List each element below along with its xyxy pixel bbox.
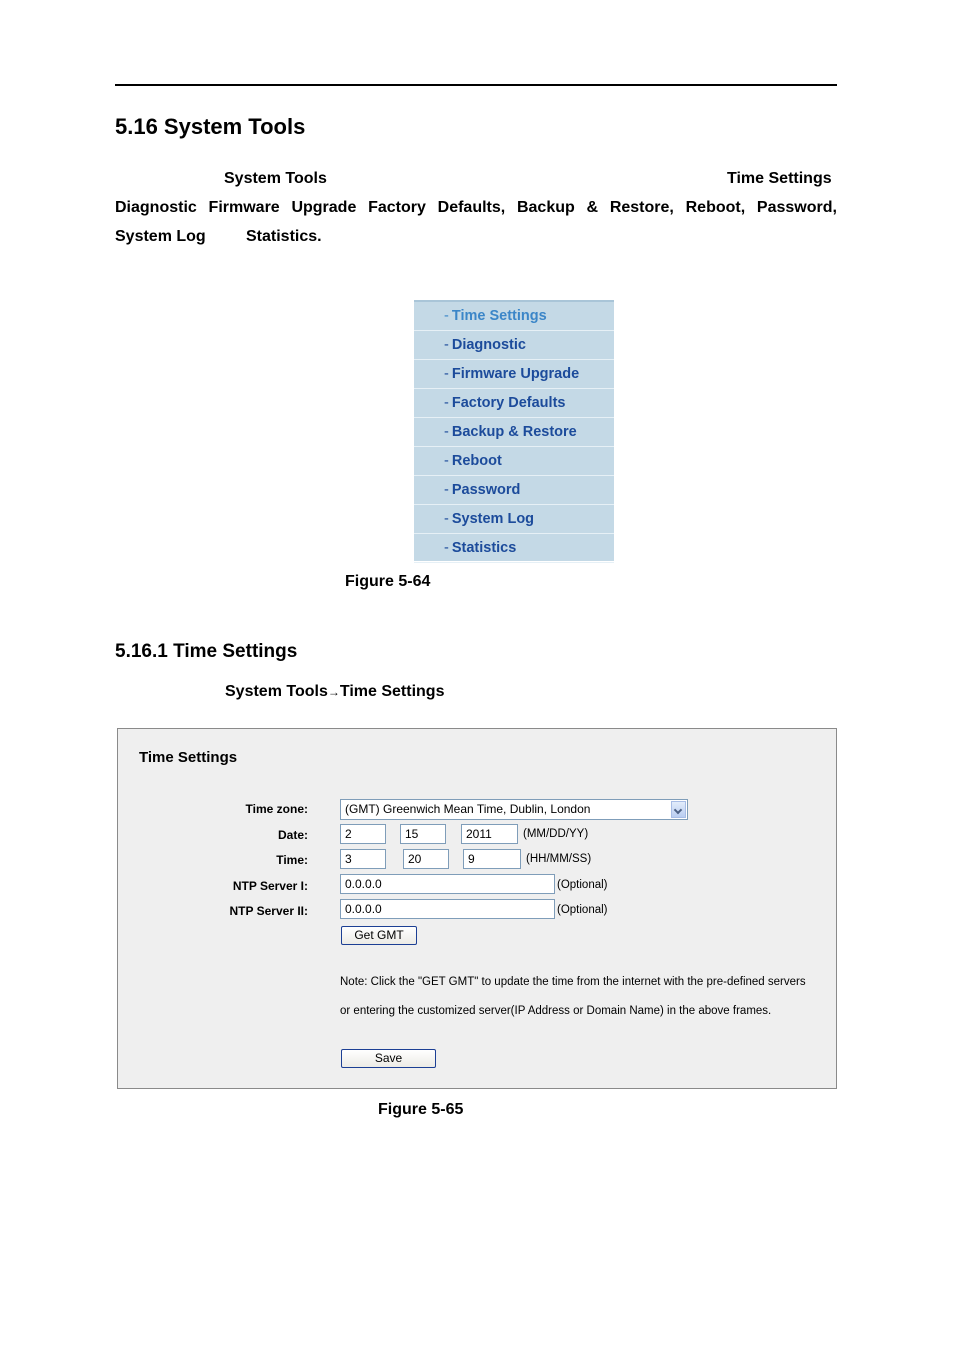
figure-caption-5-64: Figure 5-64 (345, 573, 431, 590)
section-title: 5.16 System Tools (115, 114, 306, 139)
intro-row-tools-list (115, 199, 837, 217)
chevron-down-icon[interactable] (671, 801, 686, 818)
time-label: Time: (276, 853, 308, 867)
ntp-server-2-label: NTP Server II: (229, 904, 308, 918)
ntp-server-1-label: NTP Server I: (232, 879, 308, 893)
menu-item-time-settings[interactable]: - Time Settings (414, 302, 614, 331)
date-format-hint: (MM/DD/YY) (523, 828, 589, 840)
get-gmt-button[interactable]: Get GMT (341, 926, 417, 945)
header-rule (115, 84, 837, 86)
menu-item-reboot[interactable]: - Reboot (414, 447, 614, 476)
time-hour-input[interactable]: 3 (340, 849, 386, 869)
intro-word: Upgrade (291, 199, 357, 216)
ntp-server-1-input[interactable]: 0.0.0.0 (340, 874, 555, 894)
subsection-title: 5.16.1 Time Settings (115, 641, 298, 662)
intro-system-tools: System Tools (224, 170, 327, 187)
menu-item-diagnostic[interactable]: - Diagnostic (414, 331, 614, 360)
intro-statistics: Statistics. (246, 228, 322, 245)
menu-item-system-log[interactable]: - System Log (414, 505, 614, 534)
timezone-label: Time zone: (245, 802, 308, 816)
menu-item-firmware-upgrade[interactable]: - Firmware Upgrade (414, 360, 614, 389)
intro-word: & (586, 199, 599, 216)
menu-item-statistics[interactable]: - Statistics (414, 534, 614, 563)
intro-time-settings: Time Settings (727, 170, 832, 187)
intro-word: Diagnostic (115, 199, 197, 216)
menu-item-backup-restore[interactable]: - Backup & Restore (414, 418, 614, 447)
panel-title: Time Settings (139, 749, 238, 766)
note-line-1: Note: Click the "GET GMT" to update the time from the internet with the pre-defined servers (340, 976, 806, 988)
ntp-server-1-optional: (Optional) (557, 879, 608, 891)
intro-system-log: System Log (115, 228, 206, 245)
time-second-input[interactable]: 9 (463, 849, 521, 869)
intro-word: Reboot, (685, 199, 746, 216)
time-format-hint: (HH/MM/SS) (526, 853, 592, 865)
system-tools-menu (414, 300, 614, 561)
date-month-input[interactable]: 2 (340, 824, 386, 844)
intro-word: Restore, (609, 199, 674, 216)
intro-word: Defaults, (437, 199, 506, 216)
time-minute-input[interactable]: 20 (403, 849, 449, 869)
menu-item-password[interactable]: - Password (414, 476, 614, 505)
menu-item-factory-defaults[interactable]: - Factory Defaults (414, 389, 614, 418)
ntp-server-2-optional: (Optional) (557, 904, 608, 916)
time-settings-panel (117, 728, 837, 1089)
note-line-2: or entering the customized server(IP Address or Domain Name) in the above frames. (340, 1005, 772, 1017)
intro-word: Factory (368, 199, 426, 216)
date-day-input[interactable]: 15 (400, 824, 446, 844)
date-year-input[interactable]: 2011 (461, 824, 518, 844)
save-button[interactable]: Save (341, 1049, 436, 1068)
figure-caption-5-65: Figure 5-65 (378, 1101, 464, 1118)
nav-path: System Tools→Time Settings (225, 683, 445, 700)
ntp-server-2-input[interactable]: 0.0.0.0 (340, 899, 555, 919)
intro-word: Backup (516, 199, 575, 216)
intro-word: Password, (756, 199, 837, 216)
intro-word: Firmware (208, 199, 280, 216)
date-label: Date: (277, 828, 308, 842)
timezone-select[interactable]: (GMT) Greenwich Mean Time, Dublin, London (340, 799, 688, 820)
